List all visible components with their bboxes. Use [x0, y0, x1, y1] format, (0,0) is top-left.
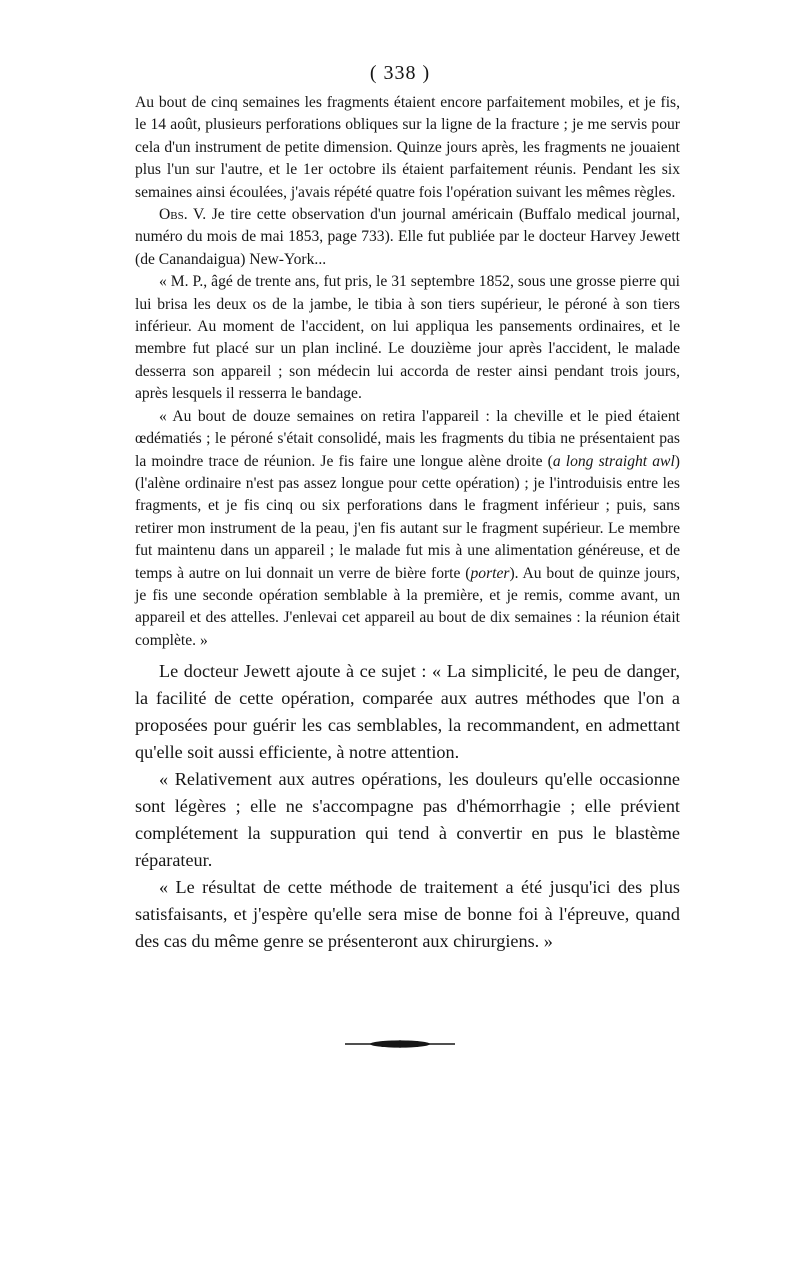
treatment-text-b: ) (l'alène ordinaire n'est pas assez longue pour cette opération) ; je l'introduisis entre les fragments, et je fis cinq ou six perforations dans le fragment inférieur ; puis, sans retirer mon instrument de la peau, j'en fis autant sur le fragment supérieur. Le membre fut maintenu dans un appareil ; le malade fut mis à une alimentation généreuse, et de temps à autre on lui donnait un verre de bière forte (: [135, 452, 680, 582]
observation-source-text: Je tire cette observation d'un journal américain (Buffalo medical journal, numéro du mois de mai 1853, page 733). Elle fut publiée par le docteur Harvey Jewett (de Canandaigua) New-York...: [135, 206, 681, 268]
observation-label: Obs. V.: [159, 206, 207, 224]
ornament-rule-icon: [345, 1038, 455, 1050]
paragraph-jewett-comment: Le docteur Jewett ajoute à ce sujet : « La simplicité, le peu de danger, la facilité de cette opération, comparée aux autres méthodes que l'on a proposées pour guérir les cas semblables, la recommandent, en admettant qu'elle soit aussi efficiente, à notre attention.: [135, 661, 680, 763]
page-number: ( 338 ): [369, 62, 431, 84]
paragraph-observation-v: [135, 204, 680, 271]
treatment-italic-porter: porter: [470, 564, 510, 582]
treatment-text-a: « Au bout de douze semaines on retira l'appareil : la cheville et le pied étaient œdématiés ; le péroné s'était consolidé, mais les fragments du tibia ne présentaient pas la moindre trace de réunion. Je fis faire une longue alène droite (: [135, 407, 680, 470]
paragraph-relative-operations: « Relativement aux autres opérations, les douleurs qu'elle occasionne sont légères ; elle ne s'accompagne pas d'hémorrhagie ; elle prévient complétement la suppuration qui tend à convertir en pus le blastème réparateur.: [135, 769, 680, 871]
page-body: [135, 92, 680, 955]
paragraph-patient-history: « M. P., âgé de trente ans, fut pris, le 31 septembre 1852, sous une grosse pierre qui lui brisa les deux os de la jambe, le tibia à son tiers supérieur, le péroné à son tiers inférieur. Au moment de l'accident, on lui appliqua les pansements ordinaires, et le membre fut placé sur un plan incliné. Le douzième jour après l'accident, le malade desserra son appareil ; son médecin lui accorda de rester ainsi pendant trois jours, après lesquels il resserra le bandage.: [135, 273, 680, 403]
treatment-italic-awl: a long straight awl: [552, 452, 675, 470]
ornamental-divider: [0, 1038, 800, 1050]
treatment-text-c: ). Au bout de quinze jours, je fis une seconde opération semblable à la première, et je remis, comme avant, un appareil et des attelles. J'enlevai cet appareil au bout de dix semaines : la réunion était complète. »: [135, 564, 680, 649]
paragraph-result: « Le résultat de cette méthode de traitement a été jusqu'ici des plus satisfaisants, et j'espère qu'elle sera mise de bonne foi à l'épreuve, quand des cas du même genre se présenteront aux chirurgiens. »: [135, 877, 680, 952]
paragraph-perforation-case: Au bout de cinq semaines les fragments étaient encore parfaitement mobiles, et je fis, le 14 août, plusieurs perforations obliques sur la ligne de la fracture ; je me servis pour cela d'un instrument de petite dimension. Quinze jours après, les fragments ne jouaient plus l'un sur l'autre, et le 1er octobre ils étaient parfaitement réunis. Pendant les six semaines ainsi écoulées, j'avais répété quatre fois l'opération suivant les mêmes règles.: [135, 94, 680, 201]
paragraph-treatment: [135, 406, 680, 652]
